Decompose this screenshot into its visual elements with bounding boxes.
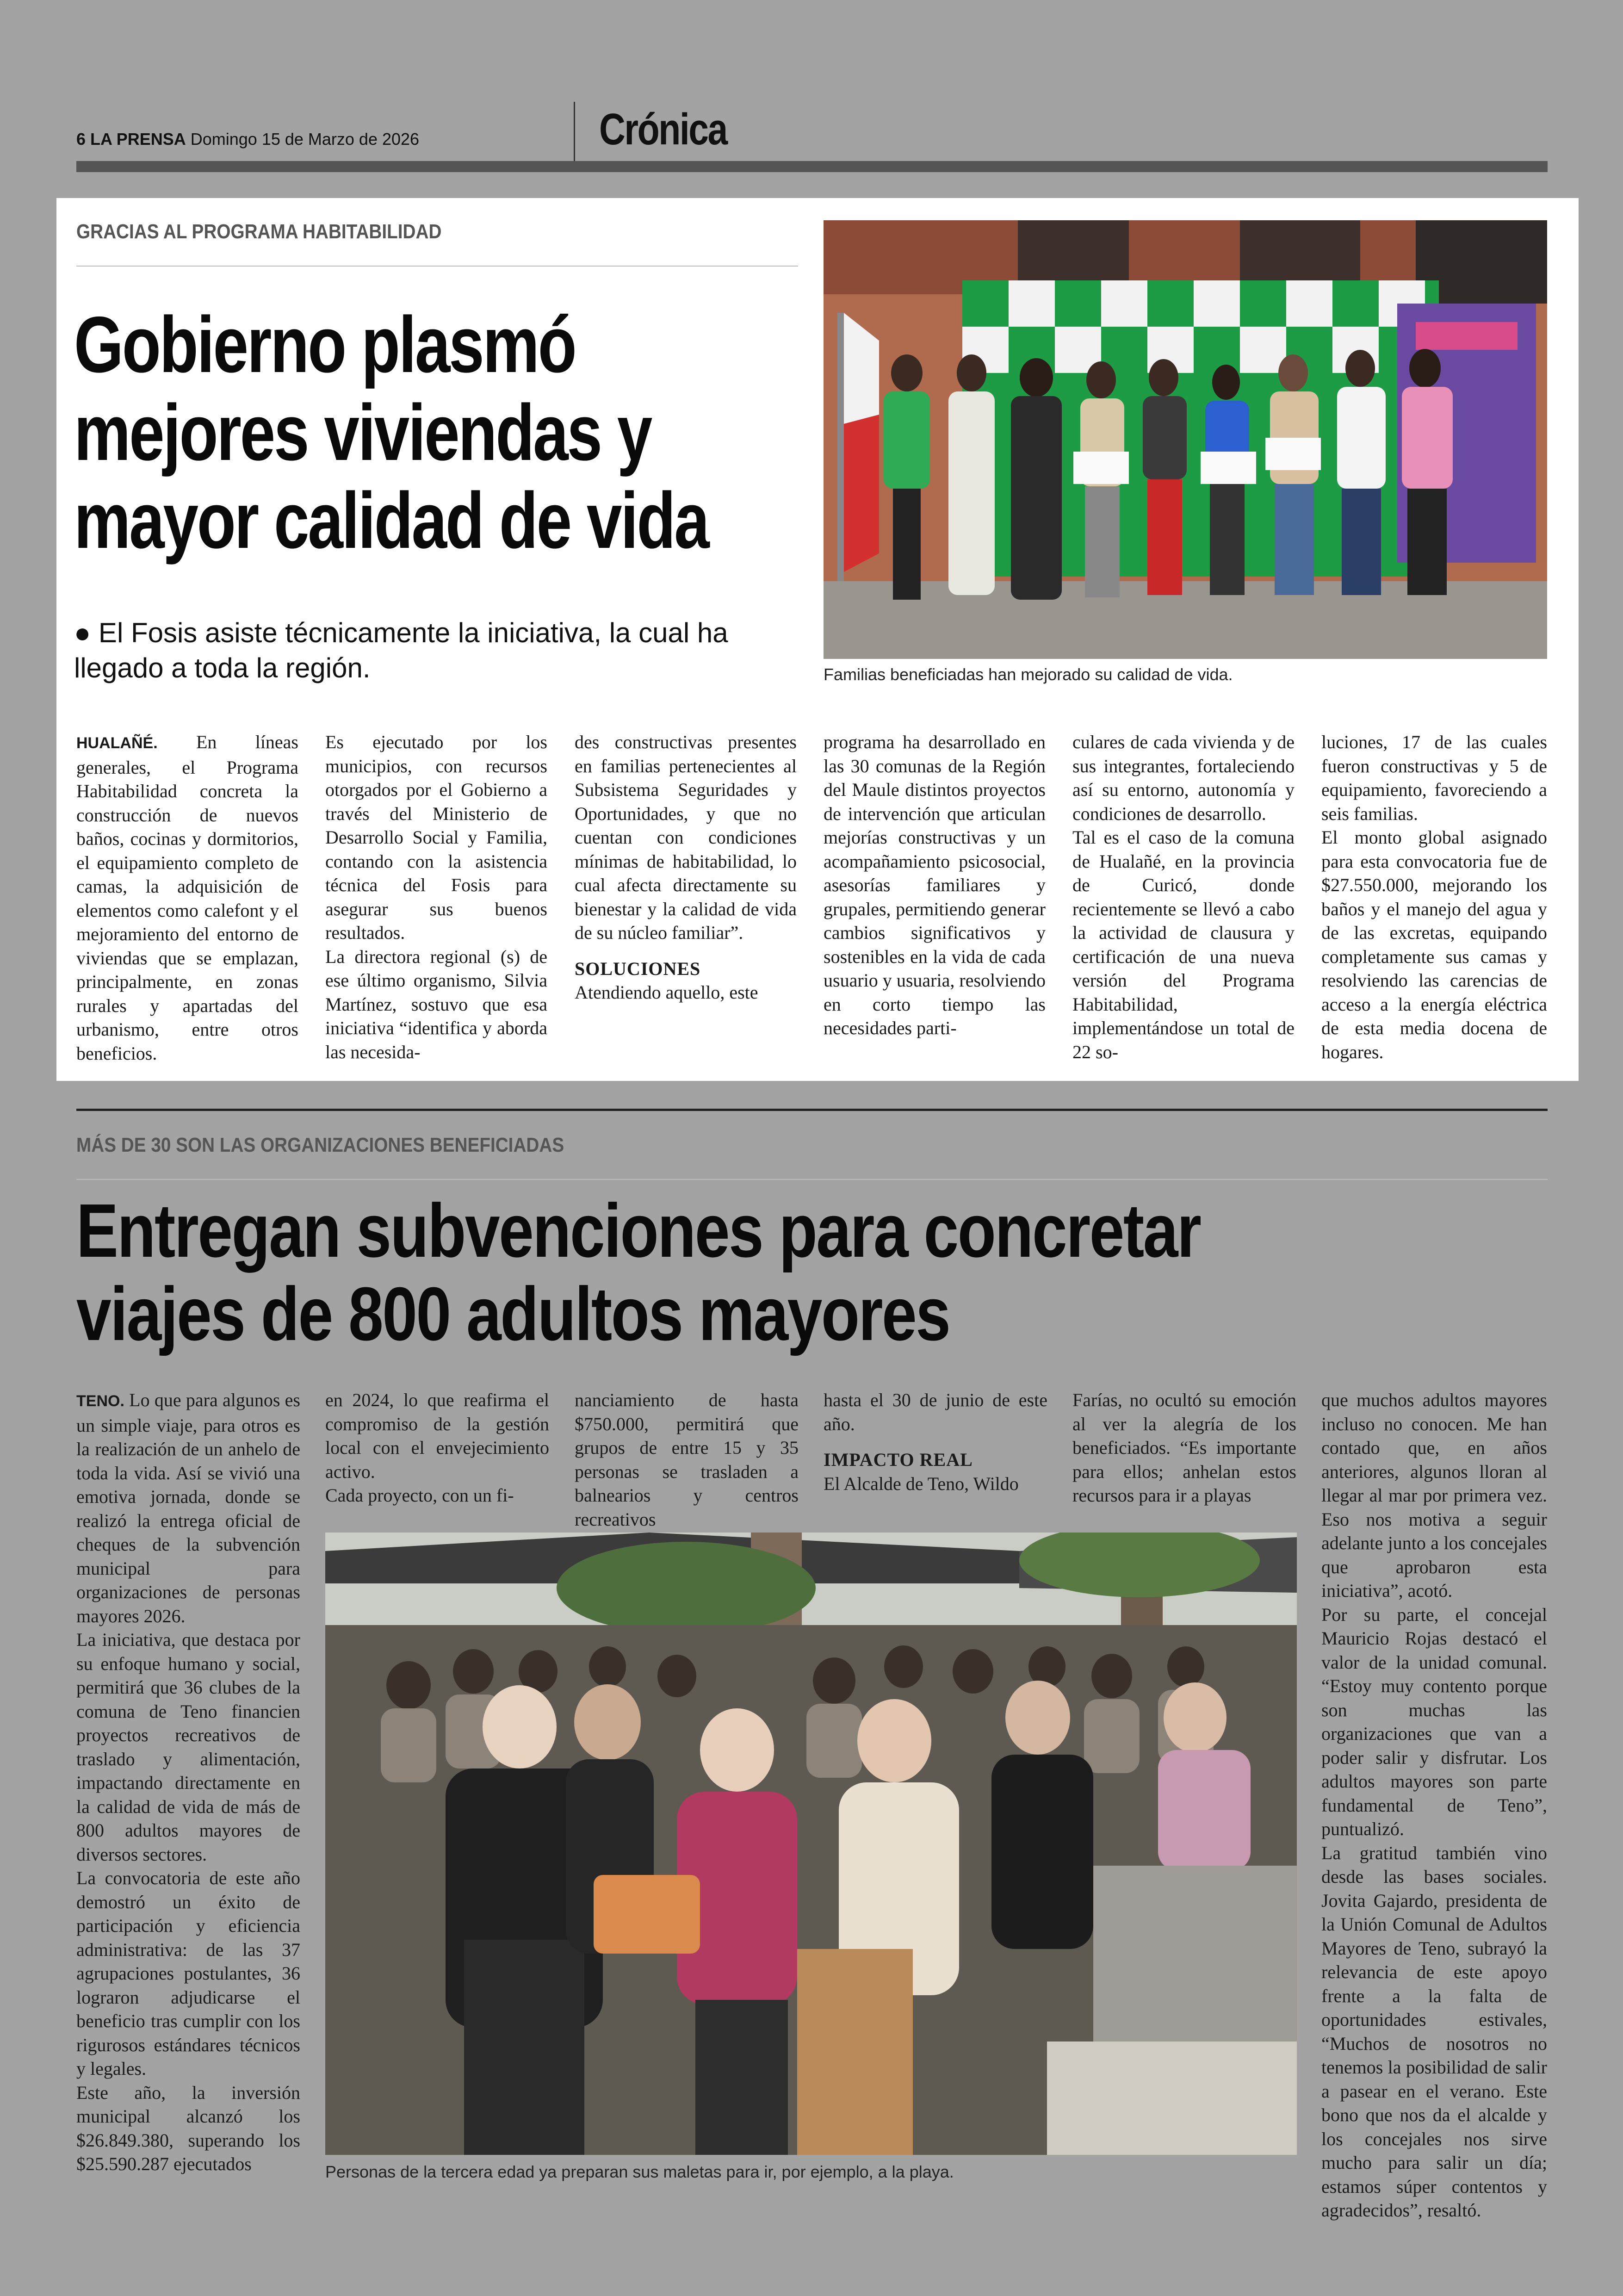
body-paragraph: Es ejecutado por los municipios, con recursos otorgados por el Gobierno a través del Ministerio de Desarrollo Social y Familia, contando con la asistencia técnica del Fosis para asegurar sus buenos resultados. [325, 732, 547, 943]
article2-column-1 [76, 1388, 300, 2176]
article2-column-4 [824, 1388, 1047, 1496]
headline-line: mejores viviendas y [74, 388, 651, 477]
body-paragraph: Cada proyecto, con un fi- [325, 1485, 514, 1506]
body-paragraph: El monto global asignado para esta convocatoria fue de $27.550.000, mejorando los baños y el manejo del agua y de las excretas, equipando completamente sus camas y resolviendo las carencias de acceso a la energía eléctrica de esta media docena de hogares. [1321, 827, 1547, 1062]
article2-kicker: MÁS DE 30 SON LAS ORGANIZACIONES BENEFICIADAS [76, 1134, 564, 1156]
body-paragraph: Atendiendo aquello, este [575, 982, 758, 1003]
body-text: Lo que para algunos es un simple viaje, para otros es la realización de un anhelo de toda la vida. Así se vivió una emotiva jornada, donde se realizó la entrega oficial de cheques de la subvención municipal para organizaciones de personas mayores 2026. [76, 1390, 300, 1626]
body-paragraph: La directora regional (s) de ese último organismo, Silvia Martínez, sostuvo que esa iniciativa “identifica y aborda las necesida- [325, 946, 547, 1062]
bullet-dot: ● [74, 617, 91, 648]
section-title: Crónica [599, 105, 727, 154]
body-paragraph: nanciamiento de hasta $750.000, permitirá que grupos de entre 15 y 35 personas se trasladen a balnearios y centros recreativos [575, 1390, 799, 1530]
article2-photo [325, 1533, 1297, 2155]
body-paragraph: programa ha desarrollado en las 30 comunas de la Región del Maule distintos proyectos de intervención que articulan mejorías constructivas y un acompañamiento psicosocial, asesorías familiares y grupales, permitiendo generar cambios significativos y sostenibles en la vida de cada usuario y usuaria, resolviendo en corto tiempo las necesidades parti- [824, 732, 1046, 1038]
page-number: 6 [76, 130, 86, 149]
body-paragraph: La gratitud también vino desde las bases sociales. Jovita Gajardo, presidenta de la Unión Comunal de Adultos Mayores de Teno, subrayó la relevancia de este apoyo frente a la falta de oportunidades estivales, “Muchos de nosotros no tenemos la posibilidad de salir a pasear en el verano. Este bono que nos da el alcalde y los concejales nos sirve mucho para salir un día; estamos súper contentos y agradecidos”, resaltó. [1321, 1842, 1547, 2221]
body-paragraph: Farías, no ocultó su emoción al ver la alegría de los beneficiados. “Es importante para ellos; anhelan estos recursos para ir a playas [1072, 1390, 1296, 1506]
article2-top-rule [76, 1109, 1548, 1111]
headline-line: Entregan subvenciones para concretar [76, 1188, 1201, 1273]
article1-kicker: GRACIAS AL PROGRAMA HABITABILIDAD [76, 220, 442, 243]
article1-column-1 [76, 730, 298, 1065]
issue-date: Domingo 15 de Marzo de 2026 [190, 130, 420, 149]
article1-photo [824, 220, 1547, 659]
body-paragraph: Por su parte, el concejal Mauricio Rojas destacó el valor de la unidad comunal. “Estoy muy contento porque son muchas las organizaciones que van a poder salir y disfrutar. Los adultos mayores son parte fundamental de Teno”, puntualizó. [1321, 1604, 1547, 1839]
article1-column-2 [325, 730, 547, 1064]
bullet-text: El Fosis asiste técnicamente la iniciativa, la cual ha llegado a toda la región. [74, 617, 728, 683]
page-header-info [76, 130, 419, 149]
article2-headline [76, 1189, 1382, 1356]
header-bar [76, 161, 1548, 172]
article1-headline [74, 300, 708, 565]
article1-photo-caption: Familias beneficiadas han mejorado su calidad de vida. [824, 665, 1233, 684]
article1-column-6 [1321, 730, 1547, 1064]
body-paragraph: hasta el 30 de junio de este año. [824, 1390, 1047, 1434]
article2-column-2 [325, 1388, 549, 1508]
article1-column-3 [575, 730, 797, 1005]
body-paragraph: luciones, 17 de las cuales fueron constructivas y 5 de equipamiento, favoreciendo a seis familias. [1321, 732, 1547, 824]
body-paragraph: La iniciativa, que destaca por su enfoque humano y social, permitirá que 36 clubes de la comuna de Teno financien proyectos recreativos de traslado y alimentación, impactando directamente en la calidad de vida de más de 800 adultos mayores de diversos sectores. [76, 1629, 300, 1865]
group-photo-families [824, 220, 1547, 659]
body-paragraph: que muchos adultos mayores incluso no conocen. Me han contado que, en años anteriores, algunos lloran al llegar al mar por primera vez. Eso nos motiva a seguir adelante junto a los concejales que aprobaron esta iniciativa”, acotó. [1321, 1390, 1547, 1601]
header-divider [574, 102, 575, 164]
subheading: SOLUCIONES [575, 958, 701, 979]
body-text: En líneas generales, el Programa Habitabilidad concreta la construcción de nuevos baños, cocinas y dormitorios, el equipamiento completo de camas, la adquisición de elementos como calefont y el mejoramiento del entorno de viviendas que se emplazan, principalmente, en zonas rurales y apartadas del urbanismo, entre otros beneficios. [76, 732, 298, 1064]
seniors-audience-photo [325, 1533, 1297, 2155]
newspaper-name: LA PRENSA [90, 130, 186, 149]
headline-line: viajes de 800 adultos mayores [76, 1272, 950, 1356]
body-paragraph: El Alcalde de Teno, Wildo [824, 1473, 1019, 1494]
body-paragraph: en 2024, lo que reafirma el compromiso de la gestión local con el envejecimiento activo. [325, 1390, 549, 1482]
body-paragraph: des constructivas presentes en familias pertenecientes al Subsistema Seguridades y Oportunidades, y que no cuentan con condiciones mínimas de habitabilidad, lo cual afecta directamente su bienestar y la calidad de vida de su núcleo familiar”. [575, 732, 797, 943]
headline-line: mayor calidad de vida [74, 476, 708, 565]
body-paragraph: La convocatoria de este año demostró un éxito de participación y eficiencia administrativa: de las 37 agrupaciones postulantes, 36 lograron adjudicarse el beneficio tras cumplir con los rigurosos estándares técnicos y legales. [76, 1868, 300, 2079]
article1-column-4 [824, 730, 1046, 1040]
body-paragraph: culares de cada vivienda y de sus integrantes, fortaleciendo así su entorno, autonomía y condiciones de desarrollo. [1072, 732, 1295, 824]
article2-photo-caption: Personas de la tercera edad ya preparan sus maletas para ir, por ejemplo, a la playa. [325, 2162, 954, 2181]
article1-column-5 [1072, 730, 1295, 1064]
dateline: HUALAÑÉ. [76, 734, 158, 752]
article2-column-5 [1072, 1388, 1296, 1508]
subheading: IMPACTO REAL [824, 1449, 973, 1470]
body-paragraph: Este año, la inversión municipal alcanzó los $26.849.380, superando los $25.590.287 ejecutados [76, 2082, 300, 2174]
dateline: TENO. [76, 1392, 124, 1410]
headline-line: Gobierno plasmó [74, 300, 576, 389]
article1-bullet [74, 615, 796, 686]
article2-column-6 [1321, 1388, 1547, 2222]
body-paragraph: Tal es el caso de la comuna de Hualañé, en la provincia de Curicó, donde recientemente se llevó a cabo la actividad de clausura y certificación de una nueva versión del Programa Habitabilidad, implementándose un total de 22 so- [1072, 827, 1295, 1062]
article2-column-3 [575, 1388, 799, 1531]
kicker-rule [76, 1179, 1548, 1180]
kicker-rule [76, 266, 798, 267]
